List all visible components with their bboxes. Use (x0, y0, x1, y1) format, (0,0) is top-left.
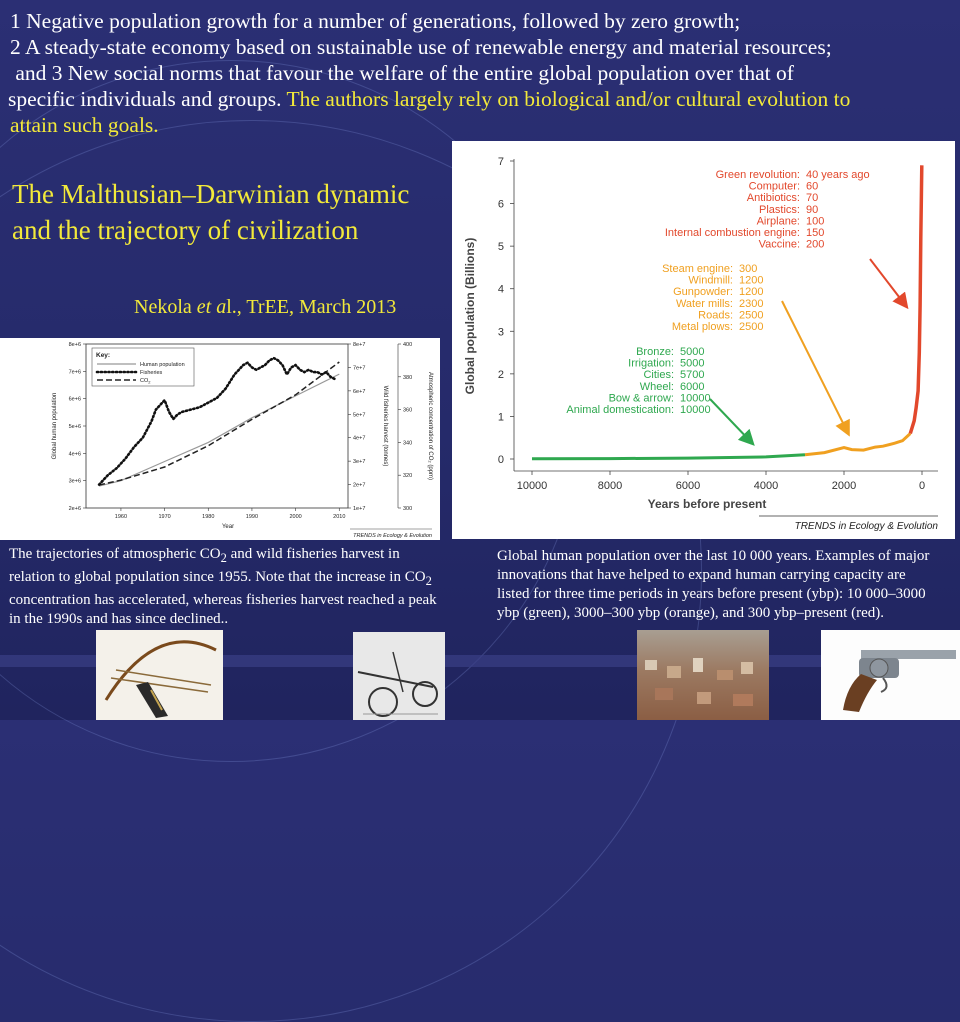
bow-icon (96, 630, 223, 720)
left-caption-part-1: The trajectories of atmospheric CO (9, 546, 221, 562)
innovation-years: 1200 (739, 286, 764, 299)
innovation-years: 10000 (680, 392, 711, 405)
left-caption-sub-1: 2 (220, 551, 227, 565)
x-axis-ticks (514, 471, 938, 492)
left-chart-svg (0, 338, 440, 540)
innovation-name: Bronze: (636, 346, 674, 358)
wheeled-plow-drawing (353, 632, 445, 720)
left-tick-label: 3e+6 (68, 478, 81, 485)
mid-tick-label: 1e+7 (353, 506, 366, 512)
population-curve-orange (805, 434, 910, 455)
mid-tick-label: 8e+7 (353, 342, 366, 348)
bow-and-arrows-photo (96, 630, 223, 720)
y-tick-label: 4 (497, 283, 504, 296)
y-tick-label: 2 (497, 368, 504, 381)
left-tick-label: 6e+6 (68, 396, 81, 403)
innovation-name: Wheel: (639, 380, 674, 393)
right-tick-label: 380 (403, 374, 413, 381)
right-tick-label: 340 (403, 440, 413, 447)
city-aerial-photo (637, 630, 769, 720)
innovation-name: Antibiotics: (746, 192, 800, 205)
right-tick-label: 300 (403, 506, 413, 512)
y-tick-label: 5 (497, 241, 504, 254)
orange-innovations-list (662, 263, 763, 333)
top-text-line-3 (10, 60, 955, 86)
innovation-name: Animal domestication: (566, 404, 674, 416)
population-line (99, 374, 339, 486)
innovation-years: 100 (806, 215, 825, 228)
top-text-line-5: attain such goals. (10, 113, 159, 137)
citation (134, 296, 396, 319)
x-tick-label: 2000 (831, 480, 857, 492)
revolver-icon (821, 630, 960, 720)
right-tick-label: 360 (403, 407, 413, 414)
left-axis-label: Global human population (52, 392, 58, 460)
mid-tick-label: 3e+7 (353, 459, 366, 466)
top-text-line-4-yellow: The authors largely rely on biological and/or cultural evolution to (286, 87, 851, 111)
green-arrow (710, 399, 752, 443)
green-innovations-list (566, 346, 710, 416)
x-tick-label: 1970 (158, 514, 171, 520)
x-tick-label: 1960 (114, 514, 128, 520)
innovation-years: 1200 (739, 274, 764, 287)
innovation-name: Metal plows: (671, 321, 733, 333)
right-axis-label: Atmospheric concentration of CO₂ (ppm) (427, 371, 433, 481)
left-tick-label: 4e+6 (68, 451, 81, 458)
legend-fisheries-label: Fisheries (140, 370, 163, 376)
innovation-years: 300 (739, 263, 758, 275)
revolver-photo (821, 630, 960, 720)
right-tick-label: 320 (403, 473, 413, 480)
population-history-chart (452, 141, 955, 539)
fisheries-co2-population-chart (0, 338, 440, 540)
right-chart-footer: TRENDS in Ecology & Evolution (794, 521, 938, 532)
left-caption-sub-2: 2 (425, 574, 432, 588)
innovation-years: 2500 (739, 321, 764, 333)
innovation-years: 5000 (680, 357, 705, 370)
left-chart-footer: TRENDS in Ecology & Evolution (353, 533, 432, 539)
innovation-name: Bow & arrow: (608, 392, 674, 405)
right-tick-label: 400 (403, 342, 413, 348)
top-text-line-3-text: and 3 New social norms that favour the welfare of the entire global population over that of (15, 61, 794, 85)
x-tick-label: 4000 (753, 480, 779, 492)
top-text-line-4-white: specific individuals and groups. (8, 87, 282, 111)
x-axis-ticks (115, 508, 346, 520)
x-tick-label: 2000 (289, 514, 302, 520)
innovation-years: 60 (806, 180, 819, 193)
left-caption-part-2: and wild fisheries harvest in relation to global population since 1955. Note that the increase in CO (9, 546, 426, 585)
left-tick-label: 7e+6 (68, 369, 81, 376)
innovation-years: 90 (806, 203, 819, 216)
red-innovations-list (665, 169, 870, 251)
plow-icon (353, 632, 445, 720)
innovation-years: 10000 (680, 404, 711, 416)
x-tick-label: 8000 (597, 480, 623, 492)
citation-author: Nekola (134, 296, 197, 318)
top-text-line-4 (8, 86, 955, 112)
city-icon (637, 630, 769, 720)
legend-population-label: Human population (140, 362, 185, 368)
top-text-line-1: 1 Negative population growth for a number of generations, followed by zero growth; (10, 9, 741, 33)
x-tick-label: 1980 (202, 514, 215, 520)
population-curve-green (532, 455, 805, 459)
left-tick-label: 2e+6 (68, 506, 81, 512)
innovation-name: Cities: (643, 369, 674, 382)
mid-tick-label: 2e+7 (353, 482, 366, 489)
mid-tick-label: 7e+7 (353, 365, 366, 372)
orange-arrow (782, 301, 848, 433)
innovation-years: 6000 (680, 380, 705, 393)
mid-axis-label: Wild fisheries harvest (tonnes) (382, 385, 388, 467)
x-tick-label: 0 (918, 480, 926, 492)
innovation-years: 200 (806, 238, 825, 251)
population-curve-red (910, 165, 922, 433)
x-tick-label: 1990 (245, 514, 259, 520)
innovation-name: Roads: (698, 309, 733, 322)
x-tick-label: 10000 (516, 480, 548, 492)
innovation-years: 2500 (739, 309, 764, 322)
legend-key-title: Key: (96, 352, 111, 359)
left-caption (9, 545, 439, 629)
right-caption: Global human population over the last 10 000 years. Examples of major innovations that have helped to expand human carrying capacity are listed for three time periods in years before present (ybp): 10 000–3000 ybp (green), 3000–300 ybp (orange), and 300 ybp–present (red). (497, 548, 930, 621)
red-arrow (870, 259, 906, 306)
citation-etal: et a (196, 296, 227, 318)
innovation-name: Internal combustion engine: (664, 227, 800, 239)
right-x-axis-label: Years before present (647, 497, 767, 511)
right-chart-svg (452, 141, 955, 539)
left-axis-ticks (69, 342, 86, 512)
innovation-years: 2300 (739, 297, 764, 310)
innovation-years: 40 years ago (806, 169, 870, 181)
left-caption-part-3: concentration has accelerated, whereas fisheries harvest reached a peak in the 1990s and has since declined.. (9, 592, 437, 627)
citation-rest: l., TrEE, March 2013 (226, 296, 397, 318)
innovation-years: 150 (806, 227, 825, 239)
innovation-years: 5000 (680, 346, 705, 358)
top-text (10, 8, 955, 138)
y-tick-label: 3 (497, 326, 504, 339)
y-tick-label: 7 (497, 156, 504, 168)
left-x-axis-label: Year (221, 524, 235, 530)
innovation-years: 5700 (680, 369, 705, 382)
innovation-years: 70 (806, 192, 819, 205)
innovation-name: Gunpowder: (673, 286, 733, 299)
slide-title: The Malthusian–Darwinian dynamic and the trajectory of civilization (12, 179, 410, 245)
x-tick-label: 2010 (333, 514, 346, 520)
y-tick-label: 6 (497, 198, 504, 211)
innovation-name: Computer: (748, 180, 800, 193)
y-tick-label: 1 (497, 411, 504, 424)
y-axis-ticks (498, 156, 514, 466)
mid-tick-label: 4e+7 (353, 435, 366, 442)
innovation-name: Green revolution: (715, 169, 800, 181)
innovation-name: Airplane: (756, 215, 800, 228)
x-tick-label: 6000 (675, 480, 701, 492)
y-tick-label: 0 (497, 454, 504, 466)
innovation-name: Vaccine: (758, 238, 800, 251)
mid-tick-label: 5e+7 (353, 412, 366, 419)
innovation-name: Plastics: (759, 203, 800, 216)
innovation-name: Steam engine: (662, 263, 733, 275)
innovation-name: Windmill: (688, 274, 733, 287)
right-y-axis-label: Global population (Billions) (463, 237, 477, 395)
right-axis-ticks (398, 342, 412, 512)
legend-co2-label: $CO_2$ (140, 378, 151, 385)
innovation-name: Irrigation: (628, 357, 674, 370)
left-tick-label: 8e+6 (68, 342, 81, 348)
mid-axis-ticks (348, 342, 365, 512)
left-tick-label: 5e+6 (68, 424, 81, 430)
innovation-name: Water mills: (675, 297, 733, 310)
top-text-line-2: 2 A steady-state economy based on sustainable use of renewable energy and material resources; (10, 35, 832, 59)
mid-tick-label: 6e+7 (353, 388, 366, 395)
